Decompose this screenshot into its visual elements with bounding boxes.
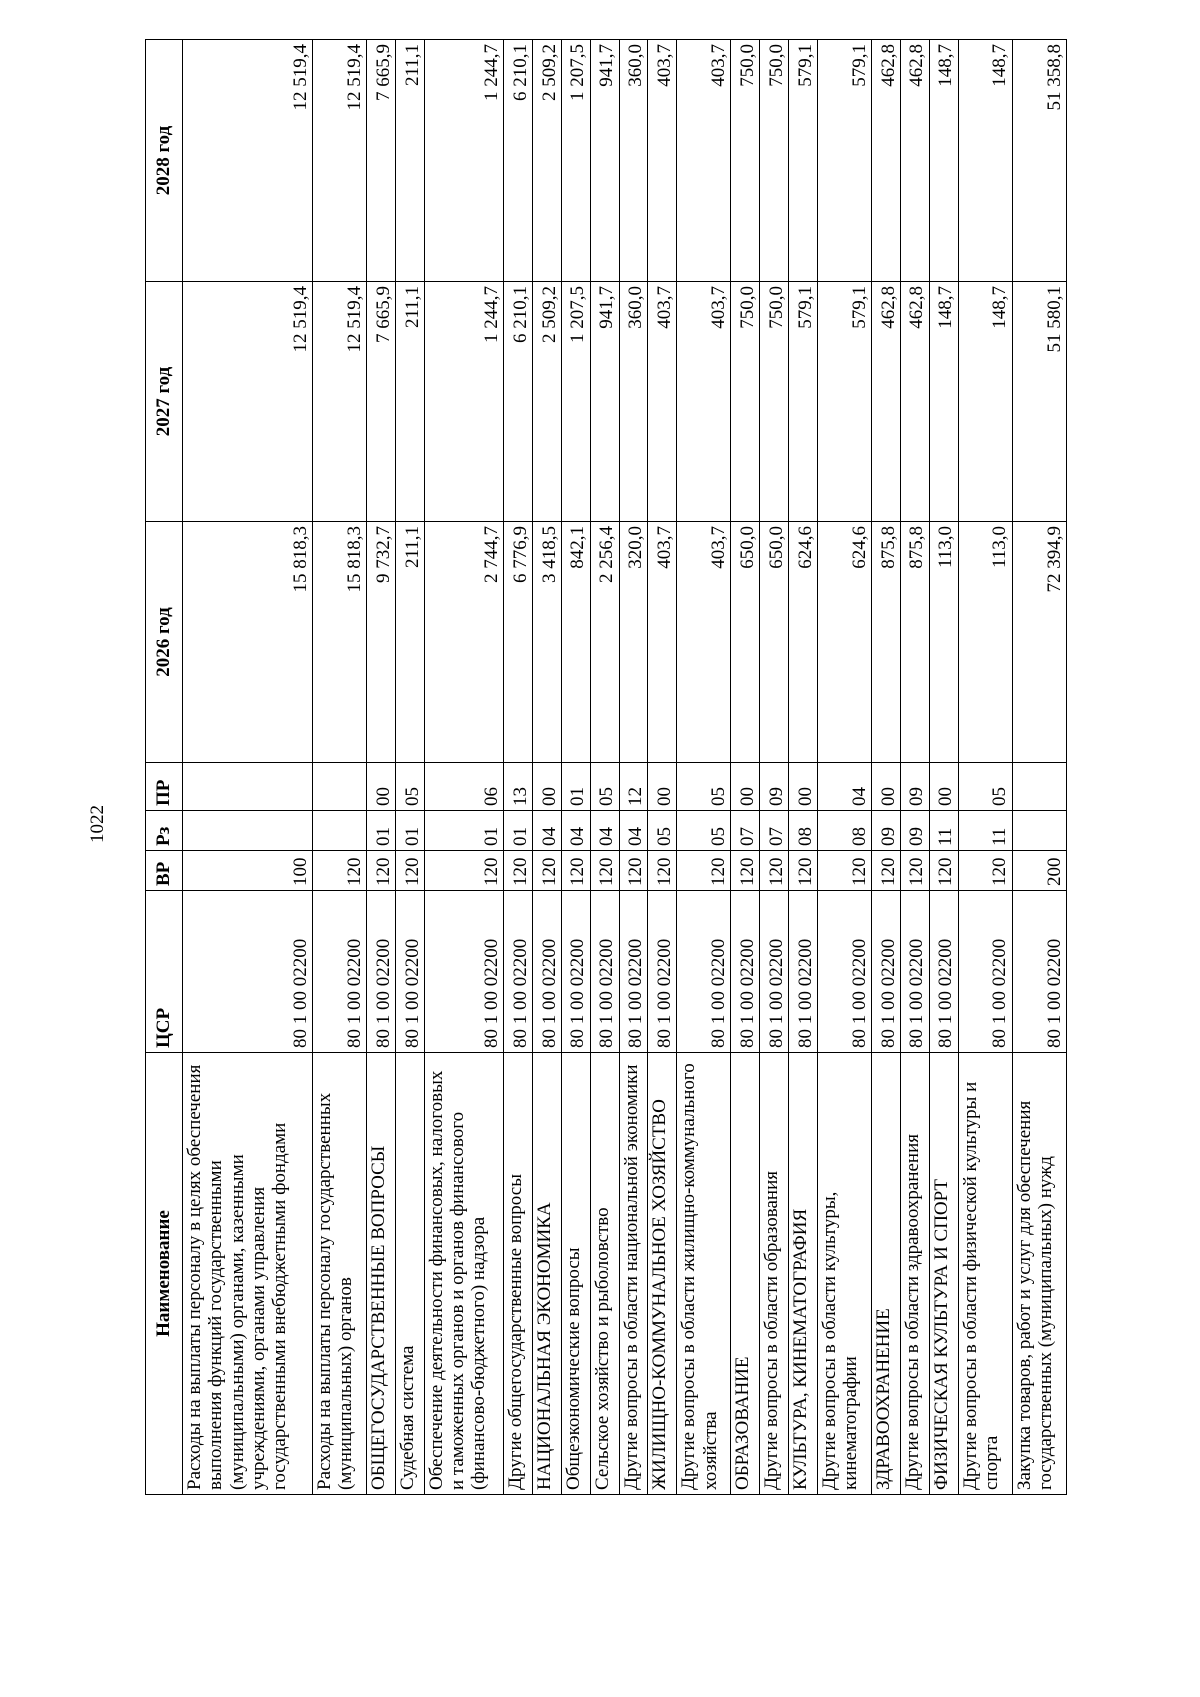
cell-csr: 80 1 00 02200 — [958, 891, 1012, 1053]
cell-rz: 04 — [533, 811, 562, 851]
cell-pr: 05 — [677, 763, 731, 811]
cell-2027: 750,0 — [731, 282, 760, 522]
cell-name: Закупка товаров, работ и услуг для обеспечения государственных (муниципальных) нужд — [1012, 1053, 1066, 1495]
budget-table-container — [145, 40, 1067, 1495]
cell-2028: 750,0 — [760, 40, 789, 282]
cell-2027: 148,7 — [929, 282, 958, 522]
cell-pr: 06 — [424, 763, 503, 811]
cell-rz: 08 — [817, 811, 871, 851]
cell-vr: 120 — [312, 851, 366, 891]
cell-rz: 09 — [872, 811, 901, 851]
cell-csr: 80 1 00 02200 — [504, 891, 533, 1053]
cell-2028: 6 210,1 — [504, 40, 533, 282]
table-row — [619, 40, 648, 1495]
cell-vr: 100 — [183, 851, 313, 891]
table-row — [872, 40, 901, 1495]
cell-vr: 120 — [367, 851, 396, 891]
cell-rz — [312, 811, 366, 851]
table-row — [760, 40, 789, 1495]
cell-2026: 113,0 — [929, 522, 958, 763]
cell-name: Другие общегосударственные вопросы — [504, 1053, 533, 1495]
table-row — [789, 40, 818, 1495]
cell-2026: 9 732,7 — [367, 522, 396, 763]
cell-2026: 650,0 — [760, 522, 789, 763]
cell-vr: 120 — [648, 851, 677, 891]
cell-2027: 211,1 — [395, 282, 424, 522]
cell-csr: 80 1 00 02200 — [590, 891, 619, 1053]
cell-vr: 120 — [561, 851, 590, 891]
cell-csr: 80 1 00 02200 — [533, 891, 562, 1053]
cell-2028: 403,7 — [677, 40, 731, 282]
cell-name: КУЛЬТУРА, КИНЕМАТОГРАФИЯ — [789, 1053, 818, 1495]
cell-pr: 13 — [504, 763, 533, 811]
cell-vr: 120 — [395, 851, 424, 891]
table-body — [183, 40, 1067, 1495]
cell-2027: 148,7 — [958, 282, 1012, 522]
cell-rz: 04 — [561, 811, 590, 851]
cell-csr: 80 1 00 02200 — [424, 891, 503, 1053]
column-header-rz: Рз — [146, 811, 183, 851]
cell-csr: 80 1 00 02200 — [1012, 891, 1066, 1053]
cell-vr: 120 — [619, 851, 648, 891]
cell-name: ЖИЛИЩНО-КОММУНАЛЬНОЕ ХОЗЯЙСТВО — [648, 1053, 677, 1495]
cell-2026: 875,8 — [900, 522, 929, 763]
cell-2026: 875,8 — [872, 522, 901, 763]
cell-pr — [312, 763, 366, 811]
cell-rz: 01 — [424, 811, 503, 851]
column-header-2028: 2028 год — [146, 40, 183, 282]
cell-csr: 80 1 00 02200 — [731, 891, 760, 1053]
cell-2028: 750,0 — [731, 40, 760, 282]
cell-2027: 1 207,5 — [561, 282, 590, 522]
cell-2028: 12 519,4 — [312, 40, 366, 282]
cell-name: ФИЗИЧЕСКАЯ КУЛЬТУРА И СПОРТ — [929, 1053, 958, 1495]
cell-vr: 120 — [760, 851, 789, 891]
cell-2026: 2 744,7 — [424, 522, 503, 763]
cell-pr: 09 — [760, 763, 789, 811]
cell-vr: 120 — [677, 851, 731, 891]
table-row — [929, 40, 958, 1495]
cell-pr: 00 — [789, 763, 818, 811]
cell-2027: 579,1 — [817, 282, 871, 522]
cell-2027: 462,8 — [872, 282, 901, 522]
cell-pr: 00 — [648, 763, 677, 811]
table-row — [561, 40, 590, 1495]
cell-2028: 403,7 — [648, 40, 677, 282]
column-header-vr: ВР — [146, 851, 183, 891]
cell-rz: 05 — [677, 811, 731, 851]
cell-vr: 120 — [900, 851, 929, 891]
cell-2026: 624,6 — [789, 522, 818, 763]
cell-pr: 09 — [900, 763, 929, 811]
cell-2027: 12 519,4 — [183, 282, 313, 522]
table-row — [367, 40, 396, 1495]
cell-2028: 579,1 — [817, 40, 871, 282]
cell-pr: 05 — [958, 763, 1012, 811]
cell-2027: 462,8 — [900, 282, 929, 522]
cell-2026: 624,6 — [817, 522, 871, 763]
cell-2028: 1 207,5 — [561, 40, 590, 282]
table-row — [312, 40, 366, 1495]
cell-csr: 80 1 00 02200 — [817, 891, 871, 1053]
cell-2026: 320,0 — [619, 522, 648, 763]
cell-name: Судебная система — [395, 1053, 424, 1495]
cell-2027: 750,0 — [760, 282, 789, 522]
cell-csr: 80 1 00 02200 — [395, 891, 424, 1053]
cell-rz: 07 — [731, 811, 760, 851]
cell-rz: 01 — [367, 811, 396, 851]
cell-2026: 650,0 — [731, 522, 760, 763]
cell-pr — [183, 763, 313, 811]
cell-csr: 80 1 00 02200 — [561, 891, 590, 1053]
table-row — [183, 40, 313, 1495]
cell-rz: 08 — [789, 811, 818, 851]
cell-csr: 80 1 00 02200 — [789, 891, 818, 1053]
cell-name: Другие вопросы в области физической культуры и спорта — [958, 1053, 1012, 1495]
cell-pr: 04 — [817, 763, 871, 811]
table-row — [677, 40, 731, 1495]
cell-vr: 120 — [789, 851, 818, 891]
cell-pr: 05 — [590, 763, 619, 811]
cell-csr: 80 1 00 02200 — [872, 891, 901, 1053]
cell-vr: 120 — [817, 851, 871, 891]
table-header-row — [146, 40, 183, 1495]
cell-2028: 2 509,2 — [533, 40, 562, 282]
cell-2026: 15 818,3 — [312, 522, 366, 763]
cell-2028: 7 665,9 — [367, 40, 396, 282]
cell-name: ЗДРАВООХРАНЕНИЕ — [872, 1053, 901, 1495]
cell-2027: 2 509,2 — [533, 282, 562, 522]
cell-vr: 200 — [1012, 851, 1066, 891]
cell-2026: 3 418,5 — [533, 522, 562, 763]
cell-name: Другие вопросы в области здравоохранения — [900, 1053, 929, 1495]
cell-rz: 11 — [929, 811, 958, 851]
cell-csr: 80 1 00 02200 — [900, 891, 929, 1053]
cell-csr: 80 1 00 02200 — [367, 891, 396, 1053]
cell-vr: 120 — [504, 851, 533, 891]
table-row — [900, 40, 929, 1495]
cell-2027: 7 665,9 — [367, 282, 396, 522]
table-row — [533, 40, 562, 1495]
cell-2027: 403,7 — [677, 282, 731, 522]
cell-csr: 80 1 00 02200 — [677, 891, 731, 1053]
column-header-2027: 2027 год — [146, 282, 183, 522]
cell-2027: 941,7 — [590, 282, 619, 522]
cell-vr: 120 — [533, 851, 562, 891]
cell-2026: 211,1 — [395, 522, 424, 763]
table-row — [504, 40, 533, 1495]
column-header-2026: 2026 год — [146, 522, 183, 763]
cell-2026: 2 256,4 — [590, 522, 619, 763]
cell-rz: 04 — [590, 811, 619, 851]
cell-rz: 05 — [648, 811, 677, 851]
cell-2028: 462,8 — [872, 40, 901, 282]
cell-rz: 11 — [958, 811, 1012, 851]
cell-2027: 579,1 — [789, 282, 818, 522]
cell-rz: 04 — [619, 811, 648, 851]
cell-vr: 120 — [929, 851, 958, 891]
cell-vr: 120 — [590, 851, 619, 891]
cell-csr: 80 1 00 02200 — [648, 891, 677, 1053]
cell-2026: 15 818,3 — [183, 522, 313, 763]
budget-table — [145, 39, 1067, 1495]
cell-2028: 148,7 — [958, 40, 1012, 282]
cell-csr: 80 1 00 02200 — [619, 891, 648, 1053]
cell-2028: 462,8 — [900, 40, 929, 282]
cell-rz: 09 — [900, 811, 929, 851]
cell-rz — [183, 811, 313, 851]
cell-name: НАЦИОНАЛЬНАЯ ЭКОНОМИКА — [533, 1053, 562, 1495]
cell-rz: 07 — [760, 811, 789, 851]
cell-2028: 211,1 — [395, 40, 424, 282]
cell-name: Другие вопросы в области культуры, кинематографии — [817, 1053, 871, 1495]
cell-pr: 05 — [395, 763, 424, 811]
cell-2026: 113,0 — [958, 522, 1012, 763]
cell-2027: 12 519,4 — [312, 282, 366, 522]
cell-name: Обеспечение деятельности финансовых, налоговых и таможенных органов и органов финансового (финансово-бюджетного) надзора — [424, 1053, 503, 1495]
cell-pr — [1012, 763, 1066, 811]
cell-name: ОБЩЕГОСУДАРСТВЕННЫЕ ВОПРОСЫ — [367, 1053, 396, 1495]
cell-2026: 842,1 — [561, 522, 590, 763]
cell-pr: 01 — [561, 763, 590, 811]
cell-pr: 00 — [872, 763, 901, 811]
cell-2028: 360,0 — [619, 40, 648, 282]
cell-2027: 403,7 — [648, 282, 677, 522]
table-row — [958, 40, 1012, 1495]
column-header-name: Наименование — [146, 1053, 183, 1495]
cell-vr: 120 — [958, 851, 1012, 891]
table-row — [1012, 40, 1066, 1495]
cell-2026: 6 776,9 — [504, 522, 533, 763]
cell-name: Общеэкономические вопросы — [561, 1053, 590, 1495]
table-row — [817, 40, 871, 1495]
cell-csr: 80 1 00 02200 — [760, 891, 789, 1053]
cell-2026: 72 394,9 — [1012, 522, 1066, 763]
table-row — [590, 40, 619, 1495]
table-row — [424, 40, 503, 1495]
cell-vr: 120 — [424, 851, 503, 891]
cell-2027: 6 210,1 — [504, 282, 533, 522]
cell-rz: 01 — [504, 811, 533, 851]
cell-name: Другие вопросы в области национальной экономики — [619, 1053, 648, 1495]
cell-rz — [1012, 811, 1066, 851]
cell-name: Сельское хозяйство и рыболовство — [590, 1053, 619, 1495]
cell-2027: 1 244,7 — [424, 282, 503, 522]
column-header-pr: ПР — [146, 763, 183, 811]
cell-2028: 579,1 — [789, 40, 818, 282]
table-row — [648, 40, 677, 1495]
cell-name: Расходы на выплаты персоналу государственных (муниципальных) органов — [312, 1053, 366, 1495]
cell-name: Расходы на выплаты персоналу в целях обеспечения выполнения функций государственными (муниципальными) органами, казенными учреждениями, органами управления государственными внебюджетными фондами — [183, 1053, 313, 1495]
cell-pr: 00 — [929, 763, 958, 811]
cell-csr: 80 1 00 02200 — [929, 891, 958, 1053]
cell-2028: 51 358,8 — [1012, 40, 1066, 282]
cell-name: Другие вопросы в области образования — [760, 1053, 789, 1495]
table-row — [731, 40, 760, 1495]
cell-pr: 00 — [367, 763, 396, 811]
cell-2028: 1 244,7 — [424, 40, 503, 282]
cell-rz: 01 — [395, 811, 424, 851]
cell-pr: 00 — [731, 763, 760, 811]
cell-pr: 12 — [619, 763, 648, 811]
cell-2026: 403,7 — [648, 522, 677, 763]
cell-2028: 941,7 — [590, 40, 619, 282]
cell-vr: 120 — [872, 851, 901, 891]
cell-2027: 360,0 — [619, 282, 648, 522]
cell-name: ОБРАЗОВАНИЕ — [731, 1053, 760, 1495]
cell-csr: 80 1 00 02200 — [312, 891, 366, 1053]
table-row — [395, 40, 424, 1495]
cell-2028: 148,7 — [929, 40, 958, 282]
cell-pr: 00 — [533, 763, 562, 811]
page-number: 1022 — [87, 805, 108, 843]
cell-2027: 51 580,1 — [1012, 282, 1066, 522]
cell-csr: 80 1 00 02200 — [183, 891, 313, 1053]
column-header-csr: ЦСР — [146, 891, 183, 1053]
cell-name: Другие вопросы в области жилищно-коммунального хозяйства — [677, 1053, 731, 1495]
cell-vr: 120 — [731, 851, 760, 891]
cell-2026: 403,7 — [677, 522, 731, 763]
cell-2028: 12 519,4 — [183, 40, 313, 282]
